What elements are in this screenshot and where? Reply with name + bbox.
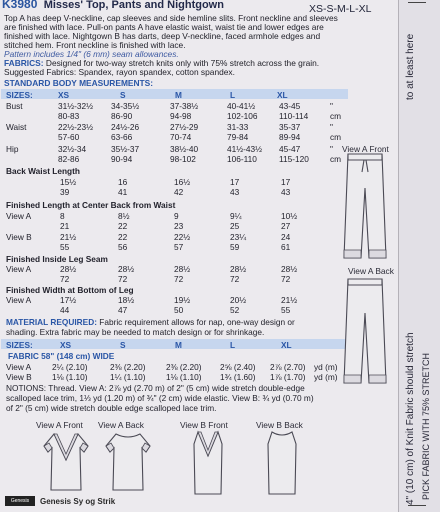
description-line-4: stitched hem. Front neckline is finished with lace. [4,40,186,50]
mat-b-l: 1¾ (1.60) [220,372,256,382]
size-range: XS-S-M-L-XL [309,3,372,15]
stretch-pick-text: PICK FABRIC WITH 75% STRETCH [421,352,431,500]
size-m: M [175,90,182,100]
top-back-illustration [102,432,154,494]
mat-size-m: M [175,340,182,350]
bottom-leg-view-a-label: View A [6,295,32,305]
bust-cm-s: 86-90 [111,111,133,121]
inside-leg-view-a-label: View A [6,264,32,274]
top-front-label: View A Front [36,420,83,430]
hip-cm-l: 106-110 [227,154,257,164]
waist-cm-l: 79-84 [227,132,249,142]
size-xl: XL [277,90,288,100]
back-waist-cm-l: 43 [230,187,240,197]
material-line-1 [6,317,295,327]
hip-label: Hip [6,144,19,154]
size-xs: XS [58,90,70,100]
material-sizes-label: SIZES: [6,340,33,350]
bl-cm-xs: 44 [60,305,70,315]
bl-in-l: 20½ [230,295,247,305]
waist-cm-s: 63-66 [111,132,133,142]
waist-in-m: 27½-29 [170,122,199,132]
back-waist-cm-xs: 39 [60,187,70,197]
fl-a-in-m: 9 [174,211,179,221]
material-text-1: Fabric requirement allows for nap, one-way design or [99,317,295,327]
mat-b-xs: 1⅛ (1.10) [52,372,88,382]
notions-line-2: scalloped lace trim, 1⅓ yd (1.20 m) of ¾" (2 cm) wide elastic. View B: ¾ yd (0.70 m) [6,393,314,403]
bl-cm-l: 52 [230,305,240,315]
fl-a-cm-xs: 21 [60,221,70,231]
header [2,0,397,40]
il-in-xs: 28½ [60,264,77,274]
gauge-bottom-mark [408,505,426,506]
gown-back-label: View B Back [256,420,303,430]
bust-label: Bust [6,101,23,111]
hip-in-s: 35½-37 [111,144,140,154]
bl-cm-m: 50 [174,305,184,315]
mat-size-xl: XL [281,340,292,350]
fl-b-cm-m: 57 [174,242,184,252]
waist-in-unit: " [330,122,333,132]
back-waist-cm-s: 41 [118,187,128,197]
fl-a-in-xs: 8 [60,211,65,221]
il-cm-l: 72 [230,274,240,284]
finished-length-title: Finished Length at Center Back from Waist [6,200,176,210]
bl-cm-xl: 55 [281,305,291,315]
fl-b-in-xl: 24 [281,232,291,242]
back-waist-cm-m: 42 [174,187,184,197]
gown-back-illustration [262,430,302,496]
material-text-2: shading. Extra fabric may be needed to match design or for shrinkage. [6,327,265,337]
il-in-m: 28½ [174,264,191,274]
stretch-bottom-text: 4" (10 cm) of Knit Fabric should stretch [405,332,416,505]
mat-a-m: 2⅜ (2.20) [166,362,202,372]
top-front-illustration [40,432,92,494]
mat-a-unit: yd (m) [314,362,338,372]
bust-cm-unit: cm [330,111,342,121]
waist-cm-m: 70-74 [170,132,192,142]
pants-front-label: View A Front [342,144,389,154]
waist-in-s: 24½-26 [111,122,140,132]
mat-a-s: 2⅜ (2.20) [110,362,146,372]
fl-b-cm-xs: 55 [60,242,70,252]
bust-in-m: 37-38½ [170,101,199,111]
il-in-s: 28½ [118,264,135,274]
fl-b-in-xs: 21½ [60,232,77,242]
bust-in-xs: 31½-32½ [58,101,94,111]
top-back-label: View A Back [98,420,144,430]
fl-a-cm-m: 23 [174,221,184,231]
hip-in-xl: 45-47 [279,144,301,154]
suggested-fabrics: Suggested Fabrics: Spandex, rayon spandex, cotton spandex. [4,67,235,77]
shop-name: Genesis Sy og Strik [40,497,116,506]
bust-in-l: 40-41½ [227,101,256,111]
hip-in-xs: 32½-34 [58,144,87,154]
notions-line-1: NOTIONS: Thread. View A: 2⅞ yd (2.70 m) of 2" (5 cm) wide stretch double-edge [6,383,305,393]
back-waist-in-xs: 15½ [60,177,77,187]
waist-in-xl: 35-37 [279,122,301,132]
seam-allowance-note: Pattern includes 1/4" (6 mm) seam allowances. [4,49,179,59]
pattern-title: Misses' Top, Pants and Nightgown [43,0,224,11]
back-waist-in-l: 17 [230,177,240,187]
il-cm-s: 72 [118,274,128,284]
waist-cm-xl: 89-94 [279,132,301,142]
pants-back-label: View A Back [348,266,394,276]
waist-in-xs: 22½-23½ [58,122,94,132]
waist-in-l: 31-33 [227,122,249,132]
size-l: L [230,90,236,100]
bust-in-xl: 43-45 [279,101,301,111]
stretch-top-text: to at least here [405,33,416,100]
bust-in-unit: " [330,101,333,111]
bl-in-s: 18½ [118,295,135,305]
fl-a-cm-xl: 27 [281,221,291,231]
bl-cm-s: 47 [118,305,128,315]
fl-a-cm-l: 25 [230,221,240,231]
bust-in-s: 34-35½ [111,101,140,111]
bl-in-xl: 21½ [281,295,298,305]
mat-view-b-label: View B [6,372,32,382]
stretch-gauge-strip [398,0,440,512]
fabric-width-label: FABRIC 58" (148 cm) WIDE [8,351,115,361]
hip-cm-m: 98-102 [170,154,196,164]
bust-cm-m: 94-98 [170,111,192,121]
fl-a-in-s: 8½ [118,211,130,221]
hip-cm-unit: cm [330,154,342,164]
pants-back-illustration [340,275,390,393]
mat-view-a-label: View A [6,362,32,372]
back-waist-in-s: 16 [118,177,128,187]
mat-size-l: L [230,340,236,350]
sizes-label: SIZES: [6,90,33,100]
bust-cm-xl: 110-114 [279,111,309,121]
mat-b-unit: yd (m) [314,372,338,382]
description-line-3: finished with lace. Nightgown B has darts, deep V-neckline, faced armhole edges and [4,31,321,41]
il-cm-xs: 72 [60,274,70,284]
fl-b-in-l: 23¼ [230,232,247,242]
back-waist-in-xl: 17 [281,177,291,187]
fabrics-label: FABRICS: [4,58,44,68]
mat-a-xs: 2¼ (2.10) [52,362,88,372]
il-in-l: 28½ [230,264,247,274]
fl-b-cm-s: 56 [118,242,128,252]
mat-a-xl: 2⅞ (2.70) [270,362,306,372]
hip-in-l: 41½-43½ [227,144,263,154]
bl-in-m: 19½ [174,295,191,305]
pants-front-illustration [340,150,390,268]
hip-in-m: 38½-40 [170,144,199,154]
mat-size-xs: XS [60,340,72,350]
gauge-top-mark [408,2,426,3]
bust-cm-xs: 80-83 [58,111,80,121]
fl-b-in-m: 22½ [174,232,191,242]
size-s: S [120,90,126,100]
fl-a-in-l: 9¼ [230,211,242,221]
mat-a-l: 2⅝ (2.40) [220,362,256,372]
bottom-leg-title: Finished Width at Bottom of Leg [6,285,134,295]
description-line-1: Top A has deep V-neckline, cap sleeves and side hemline slits. Front neckline and sleeves [4,13,338,23]
hip-cm-xl: 115-120 [279,154,309,164]
inside-leg-title: Finished Inside Leg Seam [6,254,108,264]
il-in-xl: 28½ [281,264,298,274]
material-label: MATERIAL REQUIRED: [6,317,97,327]
waist-cm-unit: cm [330,132,342,142]
gown-front-label: View B Front [180,420,228,430]
fl-a-cm-s: 22 [118,221,128,231]
finished-length-view-a-label: View A [6,211,32,221]
fl-b-in-s: 22 [118,232,128,242]
back-waist-cm-xl: 43 [281,187,291,197]
shop-logo: Genesis [5,496,35,506]
back-waist-label: Back Waist Length [6,166,80,176]
hip-cm-s: 90-94 [111,154,133,164]
waist-cm-xs: 57-60 [58,132,80,142]
notions-line-3: of 2" (5 cm) wide stretch double edge scalloped lace trim. [6,403,217,413]
mat-size-s: S [120,340,126,350]
fl-b-cm-xl: 61 [281,242,291,252]
finished-length-view-b-label: View B [6,232,32,242]
hip-in-unit: " [330,144,333,154]
fabrics-text: Designed for two-way stretch knits only with 75% stretch across the grain. [45,58,320,68]
bl-in-xs: 17½ [60,295,77,305]
bust-cm-l: 102-106 [227,111,258,121]
pattern-code: K3980 [2,0,38,11]
il-cm-xl: 72 [281,274,291,284]
gown-front-illustration [188,430,228,496]
description-line-2: are finished with lace. Pull-on pants A have elastic waist, waist tie and lower edges are [4,22,324,32]
mat-b-xl: 1⅞ (1.70) [270,372,306,382]
fl-b-cm-l: 59 [230,242,240,252]
waist-label: Waist [6,122,27,132]
il-cm-m: 72 [174,274,184,284]
mat-b-m: 1⅛ (1.10) [166,372,202,382]
body-measurements-title: STANDARD BODY MEASUREMENTS: [4,78,154,88]
fl-a-in-xl: 10½ [281,211,298,221]
back-waist-in-m: 16½ [174,177,191,187]
hip-cm-xs: 82-86 [58,154,80,164]
mat-b-s: 1¼ (1.10) [110,372,146,382]
